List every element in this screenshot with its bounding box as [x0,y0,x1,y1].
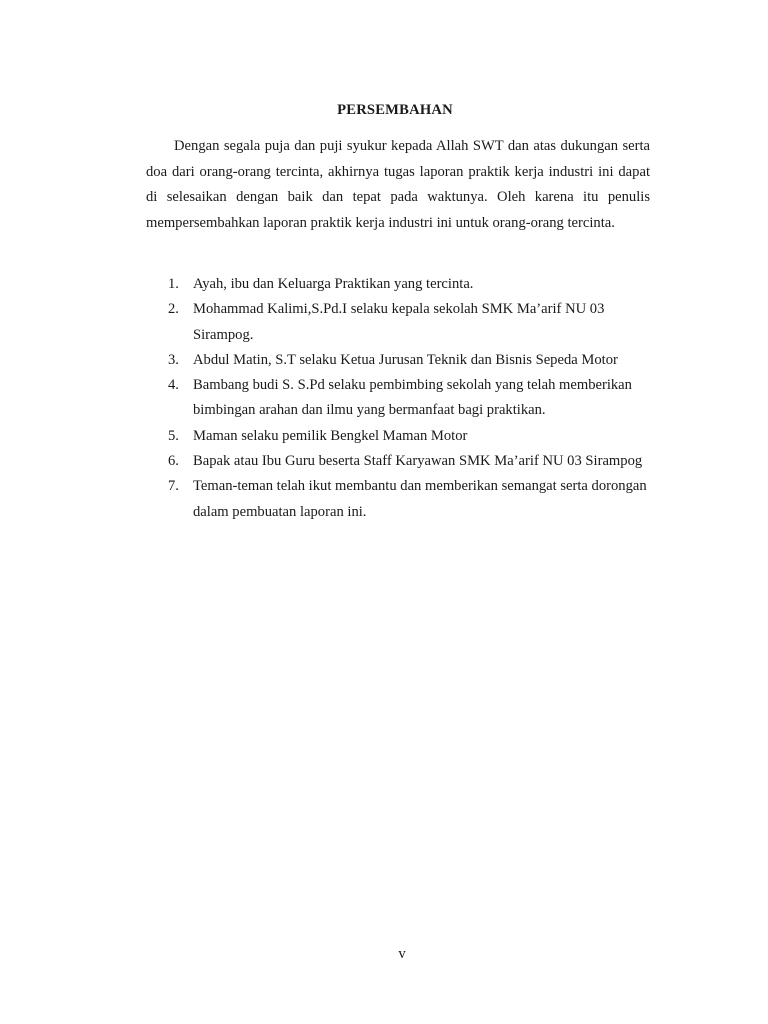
dedication-list [146,272,656,525]
list-item [146,297,656,348]
list-item-number: 4. [168,377,179,394]
list-item-text: Abdul Matin, S.T selaku Ketua Jurusan Teknik dan Bisnis Sepeda Motor [193,351,618,368]
list-item-number: 3. [168,351,179,368]
page-number: v [398,946,406,962]
list-item [146,348,656,373]
list-item-number: 6. [168,453,179,470]
list-item [146,424,656,449]
list-item-number: 5. [168,427,179,444]
list-item [146,474,656,525]
list-item-text: Ayah, ibu dan Keluarga Praktikan yang tercinta. [193,276,474,292]
intro-paragraph: Dengan segala puja dan puji syukur kepada Allah SWT dan atas dukungan serta doa dari orang-orang tercinta, akhirnya tugas laporan praktik kerja industri ini dapat di selesaikan dengan baik dan tepat pada waktunya. Oleh karena itu penulis mempersembahkan laporan praktik kerja industri ini untuk orang-orang tercinta. [146,138,650,231]
list-item-number: 7. [168,478,179,495]
list-item [146,272,656,297]
list-item [146,449,656,474]
list-item-text: Teman-teman telah ikut membantu dan memberikan semangat serta dorongan dalam pembuatan laporan ini. [193,478,647,520]
list-item-number: 2. [168,301,179,318]
list-item-text: Mohammad Kalimi,S.Pd.I selaku kepala sekolah SMK Ma’arif NU 03 Sirampog. [193,301,605,343]
list-item-text: Bambang budi S. S.Pd selaku pembimbing sekolah yang telah memberikan bimbingan arahan dan ilmu yang bermanfaat bagi praktikan. [193,377,632,419]
list-item [146,373,656,424]
page-title: PERSEMBAHAN [337,102,453,118]
list-item-text: Bapak atau Ibu Guru beserta Staff Karyawan SMK Ma’arif NU 03 Sirampog [193,453,643,470]
list-item-text: Maman selaku pemilik Bengkel Maman Motor [193,427,468,444]
list-item-number: 1. [168,276,179,292]
